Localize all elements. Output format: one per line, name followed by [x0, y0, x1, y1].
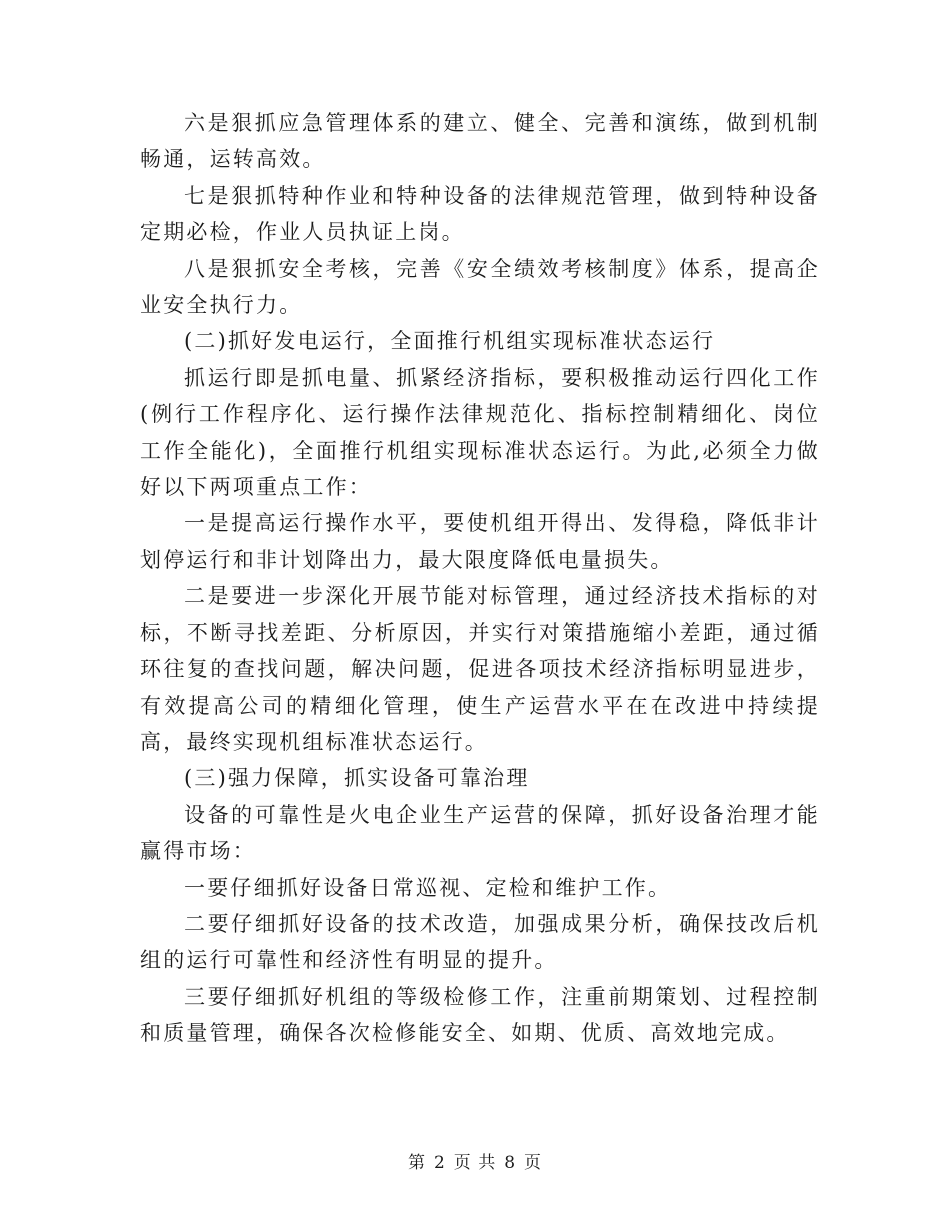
section-heading-3: (三)强力保障，抓实设备可靠治理	[184, 766, 530, 791]
paragraph-6: 二是要进一步深化开展节能对标管理，通过经济技术指标的对标，不断寻找差距、分析原因，并实行对策措施缩小差距，通过循环往复的查找问题，解决问题，促进各项技术经济指标明显进步，有效提高公司的精细化管理，使生产运营水平在在改进中持续提高，最终实现机组标准状态运行。	[140, 584, 820, 754]
paragraph-1: 六是狠抓应急管理体系的建立、健全、完善和演练，做到机制畅通，运转高效。	[140, 111, 820, 172]
paragraph-3: 八是狠抓安全考核，完善《安全绩效考核制度》体系，提高企业安全执行力。	[140, 256, 820, 318]
section-heading-2: (二)抓好发电运行，全面推行机组实现标准状态运行	[184, 329, 716, 354]
paragraph-8: 一要仔细抓好设备日常巡视、定检和维护工作。	[184, 875, 672, 900]
total-pages-number: 8	[504, 1153, 517, 1173]
paragraph-10: 三要仔细抓好机组的等级检修工作，注重前期策划、过程控制和质量管理，确保各次检修能安全、如期、优质、高效地完成。	[140, 984, 820, 1046]
paragraph-4: 抓运行即是抓电量、抓紧经济指标，要积极推动运行四化工作(例行工作程序化、运行操作法律规范化、指标控制精细化、岗位工作全能化)，全面推行机组实现标准状态运行。为此,必须全力做好以下两项重点工作：	[140, 365, 820, 500]
paragraph-5: 一是提高运行操作水平，要使机组开得出、发得稳，降低非计划停运行和非计划降出力，最大限度降低电量损失。	[140, 511, 820, 572]
current-page-number: 2	[433, 1153, 446, 1173]
paragraph-2: 七是狠抓特种作业和特种设备的法律规范管理，做到特种设备定期必检，作业人员执证上岗。	[140, 183, 820, 245]
paragraph-9: 二要仔细抓好设备的技术改造，加强成果分析，确保技改后机组的运行可靠性和经济性有明显的提升。	[140, 911, 820, 973]
footer-suffix: 页	[524, 1153, 543, 1173]
page-number-footer	[0, 1151, 950, 1175]
paragraph-7: 设备的可靠性是火电企业生产运营的保障，抓好设备治理才能赢得市场：	[140, 802, 820, 864]
footer-prefix: 第	[407, 1153, 426, 1173]
footer-middle: 页 共	[453, 1153, 497, 1173]
document-body	[140, 105, 820, 1052]
